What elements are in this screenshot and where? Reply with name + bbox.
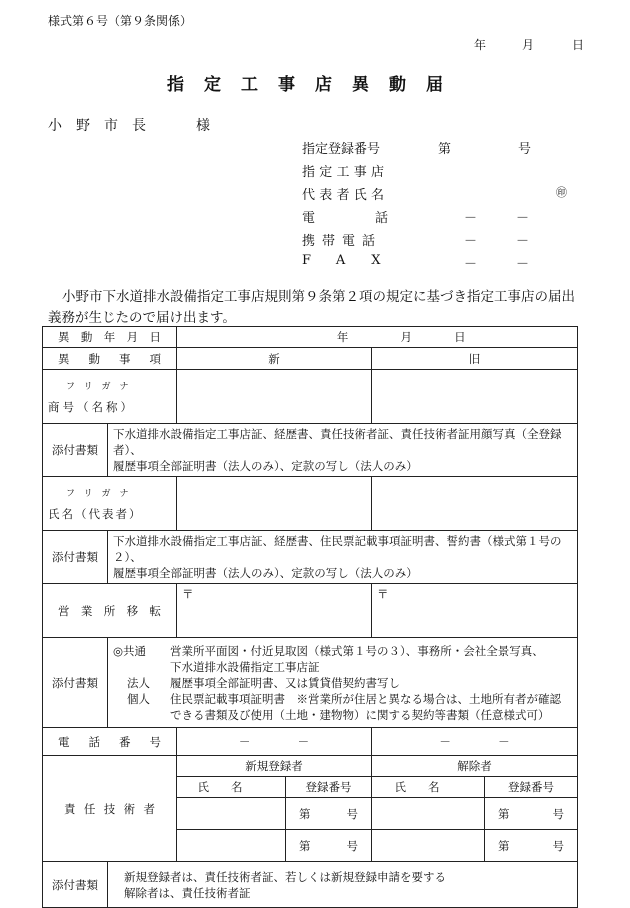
engineer-label: 責 任 技 術 者: [43, 756, 177, 862]
engineer-old-name-1[interactable]: [372, 798, 485, 830]
attach-docs-4: 新規登録者は、責任技術者証、若しくは新規登録申請を要する 解除者は、責任技術者証: [108, 862, 578, 908]
attach-label-4: 添付書類: [43, 862, 108, 908]
office-move-new[interactable]: 〒: [177, 584, 372, 638]
attach-docs-1: 下水道排水設備指定工事店証、経歴書、責任技術者証、責任技術者証用顔写真（全登録者）、 履歴事項全部証明書（法人のみ）、定款の写し（法人のみ）: [108, 424, 578, 477]
engineer-new-no-1[interactable]: 第 号: [286, 798, 372, 830]
person-name-old[interactable]: [372, 477, 578, 531]
fax-dash-2: －: [516, 257, 530, 272]
change-notification-table: [42, 326, 578, 908]
reg-go: 号: [518, 142, 532, 157]
mobile-dash-1: －: [464, 234, 478, 249]
office-move-label: 営 業 所 移 転: [43, 584, 177, 638]
engineer-old-name-2[interactable]: [372, 830, 485, 862]
fax-label: FAX: [302, 253, 407, 268]
addressee: 小野市長: [48, 118, 160, 134]
old-header: 旧: [372, 348, 578, 370]
page-title: 指定工事店異動届: [167, 75, 463, 95]
trade-name-new[interactable]: [177, 370, 372, 424]
attach-label-1: 添付書類: [43, 424, 108, 477]
trade-name-old[interactable]: [372, 370, 578, 424]
date-month: 月: [522, 38, 535, 52]
fax-dash-1: －: [464, 257, 478, 272]
engineer-old-no-1[interactable]: 第 号: [485, 798, 578, 830]
removed-header: 解除者: [372, 756, 578, 777]
representative-label: 代 表 者 氏 名: [302, 188, 384, 203]
engineer-new-name-2[interactable]: [177, 830, 286, 862]
reg-number-label: 指定登録番号: [302, 142, 381, 157]
trade-name-label: フリガナ 商号（名称）: [43, 370, 177, 424]
tel-dash-2: －: [516, 211, 530, 226]
change-item-label: 異 動 事 項: [43, 348, 177, 370]
reg-dai: 第: [438, 142, 452, 157]
mobile-label: 携帯電話: [302, 234, 383, 249]
engineer-new-name-1[interactable]: [177, 798, 286, 830]
form-number: 様式第６号（第９条関係）: [48, 14, 193, 28]
phone-new[interactable]: － －: [177, 728, 372, 756]
reg-no-col-old: 登録番号: [485, 777, 578, 798]
engineer-new-no-2[interactable]: 第 号: [286, 830, 372, 862]
tel-dash-1: －: [464, 211, 478, 226]
attach-docs-3: ◎共通 営業所平面図・付近見取図（様式第１号の３）、事務所・会社全景写真、 下水道排水設備指定工事店証 法人 履歴事項全部証明書、又は賃貸借契約書写し 個人 住民票記載事項証明書 ※営業所が住居と異なる場合は、土地所有者が確認 できる書類及び使用（土地・建物物）に関する契約等書類（任意様式可）: [108, 638, 578, 728]
change-date-label: 異 動 年 月 日: [43, 327, 177, 348]
mobile-dash-2: －: [516, 234, 530, 249]
attach-docs-2: 下水道排水設備指定工事店証、経歴書、住民票記載事項証明書、誓約書（様式第１号の２）、 履歴事項全部証明書（法人のみ）、定款の写し（法人のみ）: [108, 531, 578, 584]
person-name-label: フリガナ 氏名（代表者）: [43, 477, 177, 531]
engineer-old-no-2[interactable]: 第 号: [485, 830, 578, 862]
person-name-new[interactable]: [177, 477, 372, 531]
phone-old[interactable]: － －: [372, 728, 578, 756]
name-col-new: 氏名: [177, 777, 286, 798]
new-registrant-header: 新規登録者: [177, 756, 372, 777]
new-header: 新: [177, 348, 372, 370]
office-move-old[interactable]: 〒: [372, 584, 578, 638]
reg-no-col-new: 登録番号: [286, 777, 372, 798]
attach-label-3: 添付書類: [43, 638, 108, 728]
name-col-old: 氏名: [372, 777, 485, 798]
attach-label-2: 添付書類: [43, 531, 108, 584]
shop-label: 指 定 工 事 店: [302, 165, 384, 180]
seal-mark: ㊞: [556, 186, 567, 199]
honorific: 様: [196, 118, 210, 134]
change-date-value[interactable]: 年 月 日: [177, 327, 578, 348]
date-day: 日: [572, 38, 585, 52]
phone-label: 電 話 番 号: [43, 728, 177, 756]
preamble-text: 小野市下水道排水設備指定工事店規則第９条第２項の規定に基づき指定工事店の届出義務が生じたので届け出ます。: [48, 289, 575, 326]
tel-label: 電話: [302, 211, 449, 226]
date-year: 年: [474, 38, 487, 52]
